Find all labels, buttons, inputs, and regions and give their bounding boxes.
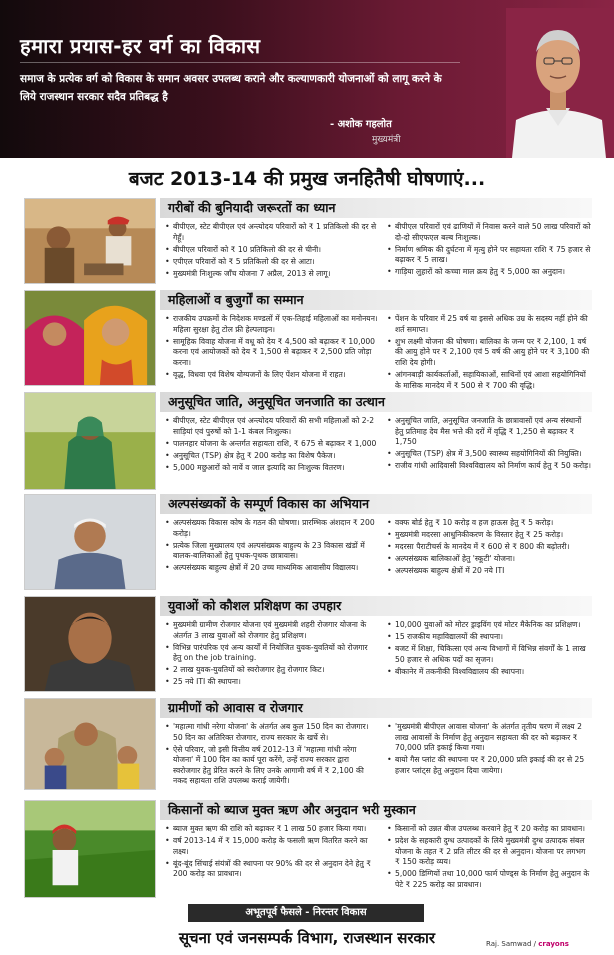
list-item: • बीपीएल परिवारों एवं ढाणियों में निवास करने वाले 50 लाख परिवारों को दो-दो सीएफएल बल्ब निःशुल्क। — [386, 222, 592, 243]
list-item: • ऐसे परिवार, जो इसी वित्तीय वर्ष 2012-13 में 'महात्मा गांधी नरेगा योजना' में 100 दिन का कार्य पूरा करेंगे, उन्हें राज्य सरकार द्वारा स्वरोजगार हेतु प्रेरित करने के लिए उनके आगामी वर्ष में ₹ 2,100 की नकद सहायता राशि उपलब्ध कराई जायेगी। — [164, 745, 378, 787]
list-item: • आंगनबाड़ी कार्यकर्ताओं, सहायिकाओं, साथिनों एवं आशा सहयोगिनियों के मासिक मानदेय में ₹ 500 से ₹ 700 की वृद्धि। — [386, 370, 592, 391]
points-right — [386, 518, 592, 578]
list-item: • एपीएल परिवारों को ₹ 5 प्रतिकिलो की दर से आटा। — [164, 257, 378, 268]
points-right — [386, 222, 592, 279]
section-poor — [24, 198, 592, 284]
list-item: • अल्पसंख्यक बालिकाओं हेतु 'स्कूटी' योजना। — [386, 554, 592, 565]
header-divider — [20, 62, 460, 63]
section-minorities — [24, 494, 592, 590]
list-item: • गाड़िया लुहारों को कच्चा माल क्रय हेतु ₹ 5,000 का अनुदान। — [386, 267, 592, 278]
list-item: • बीपीएल परिवारों को ₹ 10 प्रतिकिलो की दर से चीनी। — [164, 245, 378, 256]
list-item: • बीकानेर में तकनीकी विश्वविद्यालय की स्थापना। — [386, 667, 592, 678]
list-item: • 5,000 मछुआरों को नावें व जाल इत्यादि का निःशुल्क वितरण। — [164, 463, 378, 474]
footer-tagline: अभूतपूर्व फैसले - निरन्तर विकास — [188, 904, 424, 922]
list-item: • मुख्यमंत्री मदरसा आधुनिकीकरण के विस्तार हेतु ₹ 25 करोड़। — [386, 530, 592, 541]
list-item: • राजीव गांधी आदिवासी विश्वविद्यालय को निर्माण कार्य हेतु ₹ 50 करोड़। — [386, 461, 592, 472]
section-rural — [24, 698, 592, 790]
photo-rural-mother-child — [24, 698, 156, 790]
list-item: • पालनहार योजना के अन्तर्गत सहायता राशि, ₹ 675 से बढ़ाकर ₹ 1,000 — [164, 439, 378, 450]
photo-minority-man — [24, 494, 156, 590]
points-left — [164, 824, 378, 881]
footer-department: सूचना एवं जनसम्पर्क विभाग, राजस्थान सरकार — [178, 929, 436, 947]
points-left — [164, 314, 378, 382]
credit-agency: crayons — [538, 940, 569, 948]
list-item: • बीपीएल, स्टेट बीपीएल एवं अन्त्योदय परिवारों को ₹ 1 प्रतिकिलो की दर से गेहूँ। — [164, 222, 378, 243]
credit-prefix: Raj. Samwad / — [486, 940, 536, 948]
list-item: • राजकीय उपक्रमों के निदेशक मण्डलों में एक-तिहाई महिलाओं का मनोनयन। महिला सुरक्षा हेतु टोल फ्री हेल्पलाइन। — [164, 314, 378, 335]
list-item: • बूंद-बूंद सिंचाई संयंत्रों की स्थापना पर 90% की दर से अनुदान देने हेतु ₹ 200 करोड़ का प्रावधान। — [164, 859, 378, 880]
header-pledge: समाज के प्रत्येक वर्ग को विकास के समान अवसर उपलब्ध कराने और कल्याणकारी योजनाओं को लागू करने के लिये राजस्थान सरकार सदैव प्रतिबद्ध है — [20, 73, 442, 103]
photo-poor-family — [24, 198, 156, 284]
section-women-elderly — [24, 290, 592, 390]
list-item: • बीपीएल, स्टेट बीपीएल एवं अन्त्योदय परिवारों की सभी महिलाओं को 2-2 साड़ियां एवं पुरुषों को 1-1 कंबल निःशुल्क। — [164, 416, 378, 437]
list-item: • बायो गैस प्लांट की स्थापना पर ₹ 20,000 प्रति इकाई की दर से 25 हजार प्लांट्स हेतु अनुदान दिया जायेगा। — [386, 755, 592, 776]
list-item: • बजट में शिक्षा, चिकित्सा एवं अन्य विभागों में विभिन्न संवर्गों के 1 लाख 50 हजार से अधिक पदों का सृजन। — [386, 644, 592, 665]
list-item: • 25 नये ITI की स्थापना। — [164, 677, 378, 688]
list-item: • 'मुख्यमंत्री बीपीएल आवास योजना' के अंतर्गत तृतीय चरण में लक्ष्य 2 लाख आवासों के निर्माण हेतु अनुदान सहायता की दर को बढ़ाकर ₹ 70,000 प्रति इकाई किया गया। — [386, 722, 592, 754]
points-right — [386, 620, 592, 679]
list-item: • वृद्ध, विधवा एवं विशेष योग्यजनों के लिए पेंशन योजना में राहत। — [164, 370, 378, 381]
section-heading: अल्पसंख्यकों के सम्पूर्ण विकास का अभियान — [160, 494, 592, 514]
points-right — [386, 824, 592, 892]
list-item: • मुख्यमंत्री ग्रामीण रोजगार योजना एवं मुख्यमंत्री शहरी रोजगार योजना के अंतर्गत 3 लाख युवाओं को रोजगार हेतु प्रशिक्षण। — [164, 620, 378, 641]
list-item: • अल्पसंख्यक बाहुल्य क्षेत्रों में 20 उच्च माध्यमिक आवासीय विद्यालय। — [164, 563, 378, 574]
list-item: • प्रदेश के सहकारी दुग्ध उत्पादकों के लिये मुख्यमंत्री दुग्ध उत्पादक संबल योजना के तहत ₹ 2 प्रति लीटर की दर से अनुदान। योजना पर लगभग ₹ 150 करोड़ व्यय। — [386, 836, 592, 868]
list-item: • 5,000 डिग्गियों तथा 10,000 फार्म पोण्ड्स के निर्माण हेतु अनुदान के पेटे ₹ 225 करोड़ का प्रावधान। — [386, 869, 592, 890]
section-youth — [24, 596, 592, 692]
photo-farmer — [24, 800, 156, 898]
header-title: हमारा प्रयास-हर वर्ग का विकास — [20, 34, 261, 58]
list-item: • मदरसा पैराटीचर्स के मानदेय में ₹ 600 से ₹ 800 की बढ़ोतरी। — [386, 542, 592, 553]
points-right — [386, 314, 592, 393]
list-item: • अल्पसंख्यक बाहुल्य क्षेत्रों में 20 नये ITI — [386, 566, 592, 577]
list-item: • ब्याज मुक्त ऋण की राशि को बढ़ाकर ₹ 1 लाख 50 हजार किया गया। — [164, 824, 378, 835]
signature-name: - अशोक गहलोत — [330, 119, 392, 130]
budget-title: बजट 2013-14 की प्रमुख जनहितैषी घोषणाएं... — [128, 168, 486, 190]
points-left — [164, 518, 378, 575]
section-farmers — [24, 800, 592, 898]
points-left — [164, 416, 378, 475]
list-item: • पेंशन के परिवार में 25 वर्ष या इससे अधिक उम्र के सदस्य नहीं होने की शर्त समाप्त। — [386, 314, 592, 335]
list-item: • शुभ लक्ष्मी योजना की घोषणा। बालिका के जन्म पर ₹ 2,100, 1 वर्ष की आयु होने पर ₹ 2,100 एवं 5 वर्ष की आयु होने पर ₹ 3,100 की राशि देय होगी। — [386, 337, 592, 369]
list-item: • किसानों को उन्नत बीज उपलब्ध करवाने हेतु ₹ 20 करोड़ का प्रावधान। — [386, 824, 592, 835]
points-left — [164, 722, 378, 789]
list-item: • 'महात्मा गांधी नरेगा योजना' के अंतर्गत अब कुल 150 दिन का रोजगार। 50 दिन का अतिरिक्त रोजगार, राज्य सरकार के खर्चे से। — [164, 722, 378, 743]
list-item: • अल्पसंख्यक विकास कोष के गठन की घोषणा। प्रारम्भिक अंशदान ₹ 200 करोड़। — [164, 518, 378, 539]
list-item: • 15 राजकीय महाविद्यालयों की स्थापना। — [386, 632, 592, 643]
list-item: • मुख्यमंत्री निःशुल्क जाँच योजना 7 अप्रैल, 2013 से लागू। — [164, 269, 378, 280]
list-item: • वक्फ बोर्ड हेतु ₹ 10 करोड़ व हज हाऊस हेतु ₹ 5 करोड़। — [386, 518, 592, 529]
section-heading: महिलाओं व बुजुर्गों का सम्मान — [160, 290, 592, 310]
points-right — [386, 416, 592, 473]
section-heading: युवाओं को कौशल प्रशिक्षण का उपहार — [160, 596, 592, 616]
section-heading: ग्रामीणों को आवास व रोजगार — [160, 698, 592, 718]
points-left — [164, 620, 378, 690]
points-right — [386, 722, 592, 778]
list-item: • निर्माण श्रमिक की दुर्घटना में मृत्यु होने पर सहायता राशि ₹ 75 हजार से बढ़ाकर ₹ 5 लाख। — [386, 245, 592, 266]
points-left — [164, 222, 378, 281]
list-item: • अनुसूचित (TSP) क्षेत्र में 3,500 स्वास्थ्य सहयोगिनियों की नियुक्ति। — [386, 449, 592, 460]
signature-role: मुख्यमंत्री — [372, 135, 401, 145]
section-heading: किसानों को ब्याज मुक्त ऋण और अनुदान भरी मुस्कान — [160, 800, 592, 820]
section-heading: अनुसूचित जाति, अनुसूचित जनजाति का उत्थान — [160, 392, 592, 412]
section-sc-st — [24, 392, 592, 490]
list-item: • अनुसूचित (TSP) क्षेत्र हेतु ₹ 200 करोड़ का विशेष पैकेज। — [164, 451, 378, 462]
list-item: • सामूहिक विवाह योजना में वधू को देय ₹ 4,500 को बढ़ाकर ₹ 10,000 करना एवं आयोजकों को देय ₹ 1,500 से बढ़ाकर ₹ 2,500 प्रति जोड़ा करना। — [164, 337, 378, 369]
section-heading: गरीबों की बुनियादी जरूरतों का ध्यान — [160, 198, 592, 218]
list-item: • प्रत्येक जिला मुख्यालय एवं अल्पसंख्यक बाहुल्य के 23 विकास खंडों में बालक-बालिकाओं हेतु पृथक-पृथक छात्रावास। — [164, 541, 378, 562]
list-item: • विभिन्न पारंपरिक एवं अन्य कार्यों में नियोजित युवक-युवतियों को रोजगार हेतु on the job training. — [164, 643, 378, 664]
list-item: • 2 लाख युवक-युवतियों को स्वरोजगार हेतु रोजगार किट। — [164, 665, 378, 676]
agency-credit — [486, 940, 569, 948]
photo-tribal-girl — [24, 392, 156, 490]
list-item: • अनुसूचित जाति, अनुसूचित जनजाति के छात्रावासों एवं अन्य संस्थानों हेतु प्रतिमाह देय मैस भत्ते की दरों में वृद्धि ₹ 1,250 से बढ़ाकर ₹ 1,750 — [386, 416, 592, 448]
chief-minister-portrait — [506, 8, 610, 158]
photo-women — [24, 290, 156, 386]
list-item: • 10,000 युवाओं को मोटर ड्राइविंग एवं मोटर मैकेनिक का प्रशिक्षण। — [386, 620, 592, 631]
photo-young-man — [24, 596, 156, 692]
header-banner — [0, 0, 614, 158]
list-item: • वर्ष 2013-14 में ₹ 15,000 करोड़ के फसली ऋण वितरित करने का लक्ष्य। — [164, 836, 378, 857]
